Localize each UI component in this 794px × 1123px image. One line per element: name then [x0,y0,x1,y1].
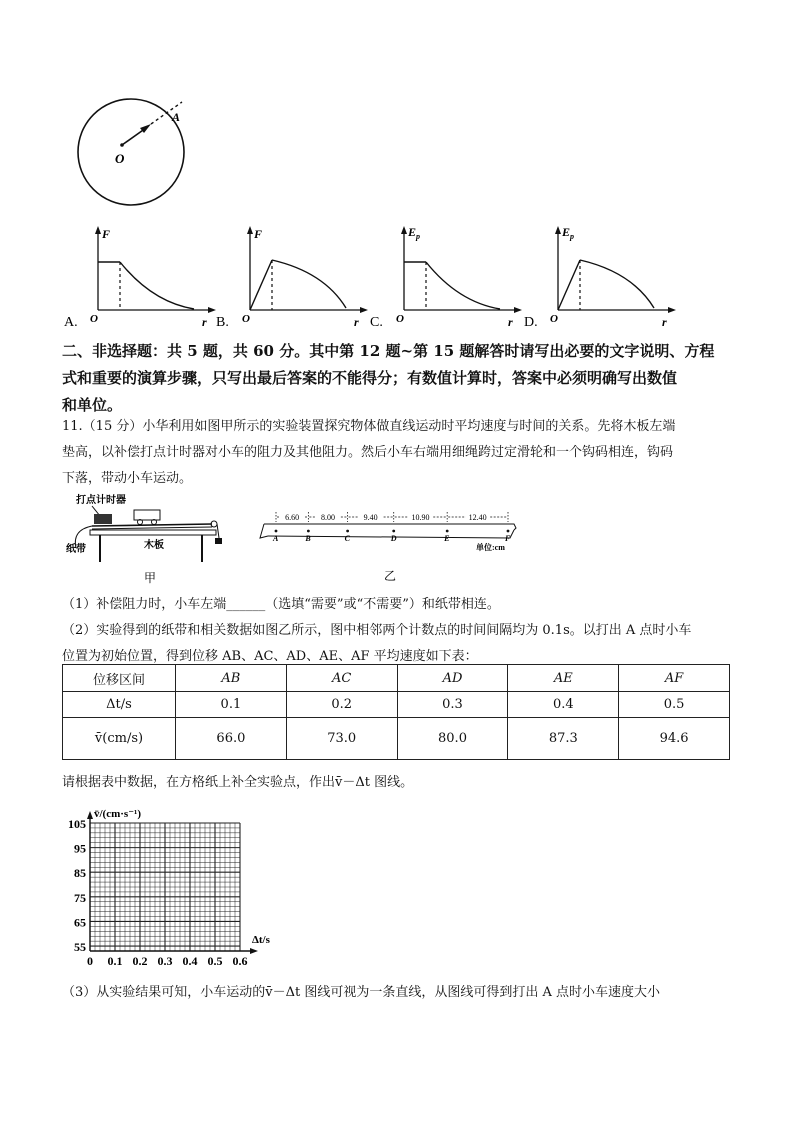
y-tick-label: 65 [74,915,86,930]
y-axis-subscript: p [570,232,575,241]
figure-jia-caption: 甲 [144,571,157,585]
tape-point [307,530,310,533]
y-tick-label: 55 [74,940,86,955]
row-header: v̄(cm/s) [63,718,176,760]
tape-point [346,530,349,533]
interval-cell: AD [397,665,508,692]
option-b-graph [214,222,374,330]
y-tick-label: 95 [74,841,86,856]
tape-segment-label: 9.40 [363,513,378,522]
figure-jia-apparatus [62,490,242,588]
figure-yi-tape [258,508,528,588]
tape-label: 纸带 [66,544,86,555]
tape-point [392,530,395,533]
y-tick-label: 105 [68,817,86,831]
part-2-line1: （2）实验得到的纸带和相关数据如图乙所示，图中相邻两个计数点的时间间隔均为 0.1s。以打出 A 点时小车 [62,623,692,638]
tape-segment-label: 10.90 [411,513,430,522]
option-c-graph [368,222,528,330]
x-tick-label: 0.6 [232,954,248,968]
y-tick-label: 85 [74,866,86,881]
graph-paper [62,805,292,970]
tape-point [275,530,278,533]
option-letter: D. [524,315,538,330]
point-o-label: O [115,151,125,166]
option-a-graph [62,222,222,330]
x-axis-label: r [662,315,667,329]
row-header: Δt/s [63,692,176,718]
interval-cell: AE [508,665,619,692]
dt-cell: 0.2 [286,692,397,718]
tape-segment-label: 6.60 [285,513,300,522]
x-tick-label: 0 [87,954,93,968]
svg-text:Ep [407,225,420,241]
part-2-line2: 位置为初始位置，得到位移 AB、AC、AD、AE、AF 平均速度如下表： [62,649,478,664]
table-row [63,718,730,760]
q11-line3: 下落，带动小车运动。 [62,471,193,486]
point-a-label: A [172,110,181,124]
tape-point [446,530,449,533]
q11-line1: 11.（15 分）小华利用如图甲所示的实验装置探究物体做直线运动时平均速度与时间的关系。先将木板左端 [62,419,676,434]
part-1-text: （1）补偿阻力时，小车左端______（选填“需要”或“不需要”）和纸带相连。 [62,597,500,612]
graph-y-axis-label: v̄/(cm·s⁻¹) [94,808,141,820]
figure-yi-caption: 乙 [384,569,397,583]
x-axis-label: r [508,315,513,329]
data-table [62,664,730,760]
tape-point-label: E [444,534,450,543]
section2-line2: 式和重要的演算步骤，只写出最后答案的不能得分；有数值计算时，答案中必须明确写出数值 [62,369,678,387]
question-11-parts [62,592,762,670]
tape-point-label: D [390,534,397,543]
x-tick-label: 0.2 [132,954,148,968]
circle-figure [60,95,200,210]
v-cell: 73.0 [286,718,397,760]
dt-cell: 0.1 [176,692,287,718]
v-cell: 87.3 [508,718,619,760]
origin-label: O [396,313,404,325]
x-tick-label: 0.4 [182,954,198,968]
tape-point-label: F [505,534,511,543]
tape-point [507,530,510,533]
x-tick-label: 0.1 [107,954,123,968]
option-letter: A. [64,315,78,330]
y-axis-label: F [102,227,111,241]
interval-cell: AF [619,665,730,692]
svg-text:Ep [561,225,574,241]
y-axis-label: F [254,227,263,241]
origin-label: O [242,313,250,325]
tape-point-label: C [344,534,350,543]
v-cell: 80.0 [397,718,508,760]
timer-label: 打点计时器 [76,495,126,506]
question-11-intro [62,414,762,492]
dt-cell: 0.5 [619,692,730,718]
section2-heading [62,338,742,419]
origin-label: O [90,313,98,325]
section2-line3: 和单位。 [62,396,123,414]
option-letter: C. [370,315,383,330]
y-axis-label: E [408,225,417,239]
x-tick-label: 0.5 [207,954,223,968]
tape-point-label: A [273,534,279,543]
section2-line1: 二、非选择题：共 5 题，共 60 分。其中第 12 题~第 15 题解答时请写出必要的文字说明、方程 [62,342,715,360]
y-tick-label: 75 [74,890,86,905]
v-cell: 94.6 [619,718,730,760]
interval-cell: AB [176,665,287,692]
tape-segment-label: 12.40 [468,513,487,522]
x-tick-label: 0.3 [157,954,173,968]
board-label: 木板 [144,540,164,551]
q11-line2: 垫高，以补偿打点计时器对小车的阻力及其他阻力。然后小车右端用细绳跨过定滑轮和一个钩码相连，钩码 [62,445,674,460]
table-row [63,665,730,692]
x-axis-label: r [202,315,207,329]
y-axis-label: E [562,225,571,239]
part-3-text: （3）从实验结果可知，小车运动的v̄－Δt 图线可视为一条直线，从图线可得到打出 A 点时小车速度大小 [62,985,661,1000]
row-header: 位移区间 [63,665,176,692]
x-axis-label: r [354,315,359,329]
option-d-graph [520,222,690,330]
dt-cell: 0.4 [508,692,619,718]
origin-label: O [550,313,558,325]
graph-x-axis-label: Δt/s [252,934,270,946]
table-row [63,692,730,718]
tape-point-label: B [305,534,311,543]
v-cell: 66.0 [176,718,287,760]
option-graphs [62,222,762,332]
tape-unit-label: 单位:cm [476,543,505,552]
tape-segment-label: 8.00 [320,513,335,522]
interval-cell: AC [286,665,397,692]
option-letter: B. [216,315,229,330]
y-axis-subscript: p [416,232,421,241]
dt-cell: 0.3 [397,692,508,718]
graph-instruction: 请根据表中数据，在方格纸上补全实验点，作出v̄－Δt 图线。 [62,775,414,790]
